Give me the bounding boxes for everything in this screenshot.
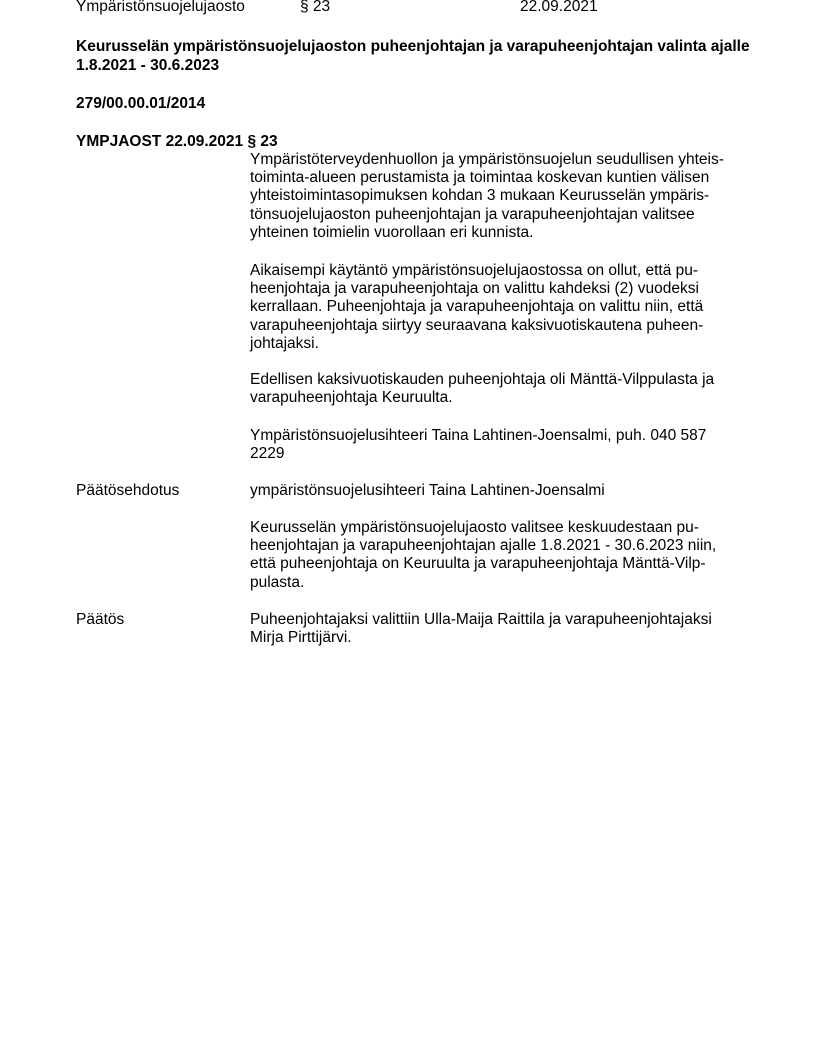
- preparation-section-3: [250, 371, 742, 407]
- meeting-date: 22.09.2021: [520, 0, 598, 15]
- preparation-section-2: [250, 262, 742, 353]
- section-number: § 23: [300, 0, 331, 15]
- decision-label: Päätös: [76, 611, 125, 628]
- document-title: Keurusselän ympäristönsuojelujaoston puheenjohtajan ja varapuheenjohtajan valinta ajalle 1.8.2021 - 30.6.2023: [76, 38, 750, 74]
- proposal-presenter-block: [250, 482, 742, 500]
- meeting-reference: YMPJAOST 22.09.2021 § 23: [76, 133, 278, 150]
- contact-info: Ympäristönsuojelusihteeri Taina Lahtinen-Joensalmi, puh. 040 587 2229: [250, 427, 707, 463]
- proposal-label: Päätösehdotus: [76, 482, 180, 499]
- preparation-paragraph: Ympäristöterveydenhuollon ja ympäristönsuojelun seudullisen yhteis- toiminta-alueen perustamista ja toimintaa koskevan kuntien välisen yhteistoimintasopimuksen kohdan 3 mukaan Keurusselän ympäris- tönsuojelujaoston puheenjohtajan ja varapuheenjohtajan valitsee yhteinen toimielin vuorollaan eri kunnista.: [250, 151, 724, 241]
- preparation-section-4: [250, 427, 742, 463]
- preparation-paragraph: Aikaisempi käytäntö ympäristönsuojelujaostossa on ollut, että pu- heenjohtaja ja varapuheenjohtaja on valittu kahdeksi (2) vuodeksi kerrallaan. Puheenjohtaja ja varapuheenjohtaja on valittu niin, että varapuheenjohtaja siirtyy seuraavana kaksivuotiskautena puheen- johtajaksi.: [250, 262, 704, 352]
- proposal-text-block: [250, 519, 742, 592]
- proposal-text: Keurusselän ympäristönsuojelujaosto valitsee keskuudestaan pu- heenjohtajan ja varapuheenjohtajan ajalle 1.8.2021 - 30.6.2023 niin, että puheenjohtaja on Keuruulta ja varapuheenjohtaja Mänttä-Vilp- pulasta.: [250, 519, 717, 591]
- preparation-paragraph: Edellisen kaksivuotiskauden puheenjohtaja oli Mänttä-Vilppulasta ja varapuheenjohtaja Keuruulta.: [250, 371, 715, 407]
- diary-number: 279/00.00.01/2014: [76, 95, 206, 112]
- decision-text: Puheenjohtajaksi valittiin Ulla-Maija Raittila ja varapuheenjohtajaksi Mirja Pirttijärvi.: [250, 611, 712, 647]
- page-header: [76, 0, 776, 18]
- committee-name: Ympäristönsuojelujaosto: [76, 0, 245, 15]
- proposal-presenter: ympäristönsuojelusihteeri Taina Lahtinen-Joensalmi: [250, 482, 605, 499]
- decision-text-block: [250, 611, 742, 647]
- preparation-section: [250, 151, 742, 242]
